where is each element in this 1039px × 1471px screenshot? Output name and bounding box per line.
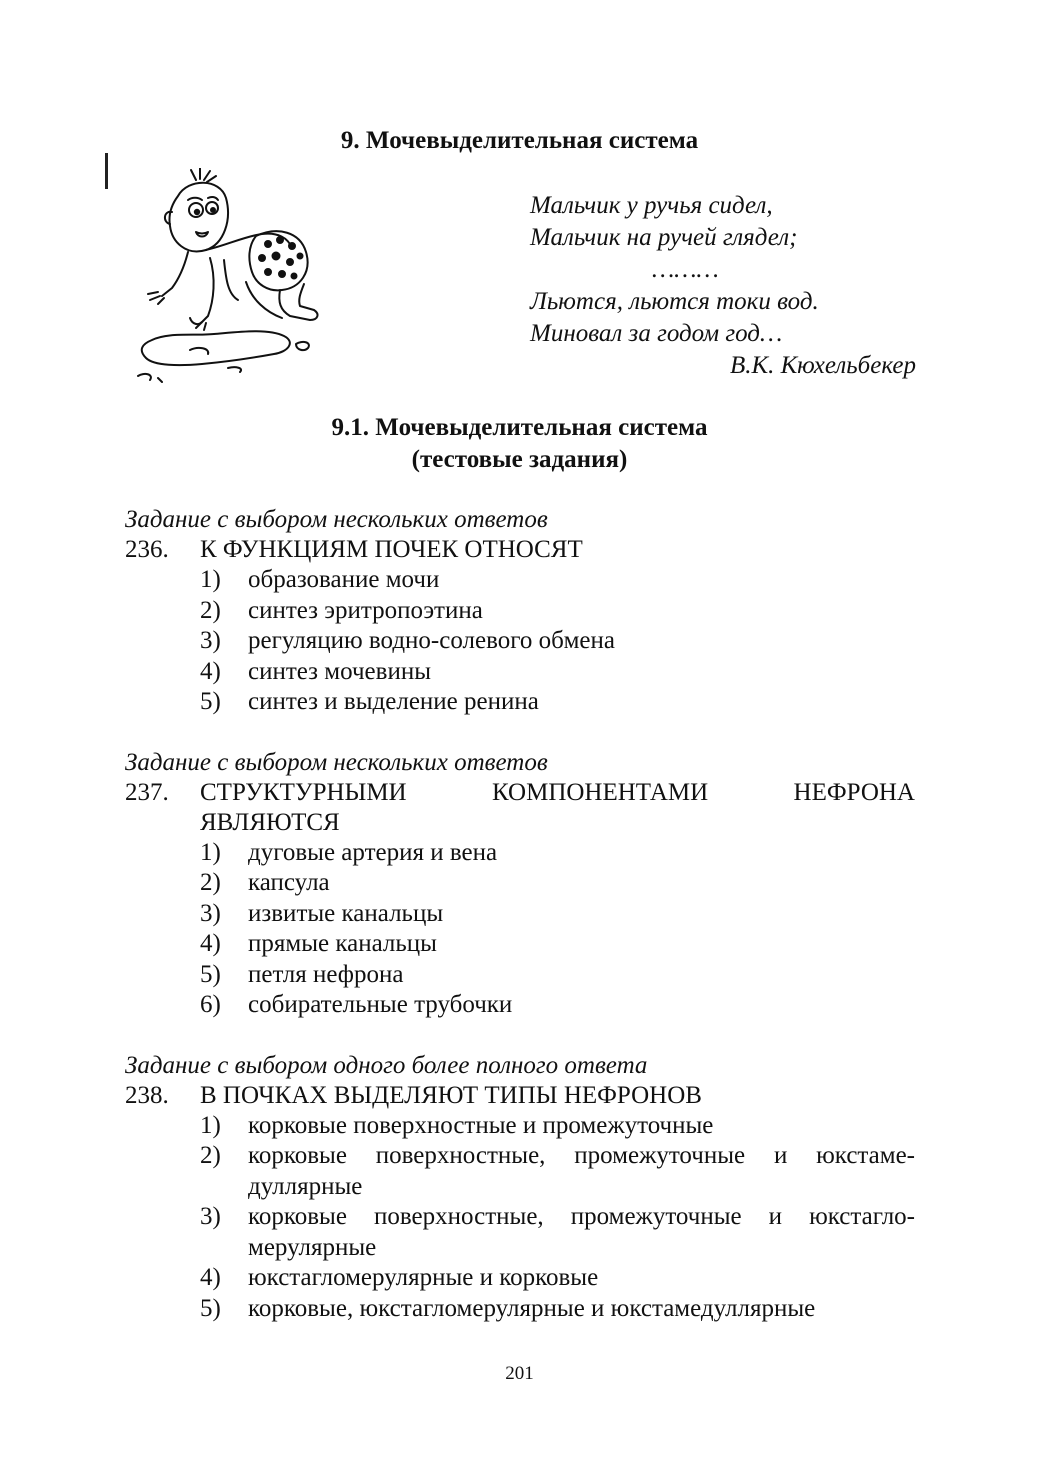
question-number: 236. [125, 536, 169, 563]
question [125, 778, 915, 808]
answer-option [200, 1141, 915, 1202]
answer-option [200, 960, 915, 991]
poem-line: Мальчик у ручья сидел, [530, 192, 773, 219]
answer-list [125, 838, 915, 1021]
answer-number: 3) [200, 899, 221, 927]
answer-option [200, 657, 915, 688]
answer-text: регуляцию водно-солевого обмена [248, 627, 615, 654]
answer-text: извитые канальцы [248, 899, 444, 927]
answer-number: 5) [200, 1294, 221, 1322]
answer-number: 2) [200, 596, 221, 624]
answer-number: 6) [200, 991, 221, 1018]
answer-list [125, 1111, 915, 1325]
poem-line: Миновал за годом год… [530, 320, 783, 347]
answer-number: 4) [200, 1264, 221, 1291]
epigraph [530, 190, 916, 382]
answer-text: капсула [248, 869, 330, 896]
answer-option [200, 1202, 915, 1263]
answer-text: корковые поверхностные и промежуточные [248, 1111, 714, 1139]
crawling-boy-illustration [128, 168, 340, 390]
answer-number: 3) [200, 627, 221, 654]
answer-number: 5) [200, 688, 221, 715]
answer-option [200, 1294, 915, 1325]
poem-line: Мальчик на ручей глядел; [530, 224, 798, 251]
answer-option [200, 899, 915, 930]
answer-text: синтез мочевины [248, 657, 432, 685]
answer-number: 5) [200, 960, 221, 988]
task-type: Задание с выбором нескольких ответов [125, 748, 548, 776]
task-type: Задание с выбором нескольких ответов [125, 506, 548, 533]
answer-option [200, 990, 915, 1021]
question-text: К ФУНКЦИЯМ ПОЧЕК ОТНОСЯТ [200, 536, 583, 563]
answer-text: прямые канальцы [248, 930, 437, 957]
question-continuation [125, 808, 915, 838]
answer-text: образование мочи [248, 566, 440, 593]
section-title [0, 412, 1039, 476]
answer-text: синтез и выделение ренина [248, 688, 539, 715]
answer-option [200, 687, 915, 718]
answer-text: корковые поверхностные, промежуточные и юкстагло-мерулярные [248, 1203, 915, 1261]
section-subtitle: (тестовые задания) [411, 446, 628, 473]
answer-text: корковые поверхностные, промежуточные и юкстаме-дуллярные [248, 1142, 915, 1200]
chapter-title: 9. Мочевыделительная система [340, 127, 699, 154]
poem-author: В.К. Кюхельбекер [729, 352, 916, 379]
answer-number: 3) [200, 1203, 221, 1230]
answer-text: дуговые артерия и вена [248, 838, 498, 866]
answer-list [125, 565, 915, 718]
question [125, 535, 915, 565]
task-236 [125, 505, 915, 718]
question-number: 237. [125, 778, 169, 806]
answer-text: корковые, юкстагломерулярные и юкстамедуллярные [248, 1294, 816, 1322]
answer-number: 4) [200, 930, 221, 957]
answer-option [200, 1263, 915, 1294]
question-text: СТРУКТУРНЫМИ КОМПОНЕНТАМИ НЕФРОНА [200, 778, 915, 806]
poem-ellipsis: ……… [652, 256, 719, 283]
answer-number: 1) [200, 566, 221, 593]
answer-option [200, 838, 915, 869]
answer-number: 1) [200, 838, 221, 866]
answer-text: синтез эритропоэтина [248, 596, 483, 624]
answer-number: 2) [200, 869, 221, 896]
question [125, 1081, 915, 1111]
margin-mark [105, 153, 108, 189]
section-title-line: 9.1. Мочевыделительная система [331, 414, 708, 441]
test-tasks [125, 505, 915, 1324]
task-type: Задание с выбором одного более полного ответа [125, 1051, 648, 1079]
task-238 [125, 1051, 915, 1325]
answer-text: петля нефрона [248, 960, 404, 988]
answer-text: юкстагломерулярные и корковые [248, 1264, 599, 1291]
answer-number: 1) [200, 1111, 221, 1139]
question-number: 238. [125, 1081, 169, 1109]
page-number: 201 [505, 1363, 534, 1384]
answer-text: собирательные трубочки [248, 991, 513, 1018]
answer-option [200, 929, 915, 960]
question-text: ЯВЛЯЮТСЯ [200, 808, 340, 836]
answer-option [200, 1111, 915, 1142]
answer-option [200, 596, 915, 627]
answer-option [200, 868, 915, 899]
answer-number: 4) [200, 657, 221, 685]
poem-line: Льются, льются токи вод. [530, 288, 819, 315]
answer-option [200, 565, 915, 596]
question-text: В ПОЧКАХ ВЫДЕЛЯЮТ ТИПЫ НЕФРОНОВ [200, 1081, 702, 1109]
answer-option [200, 626, 915, 657]
answer-number: 2) [200, 1142, 221, 1169]
task-237 [125, 748, 915, 1021]
